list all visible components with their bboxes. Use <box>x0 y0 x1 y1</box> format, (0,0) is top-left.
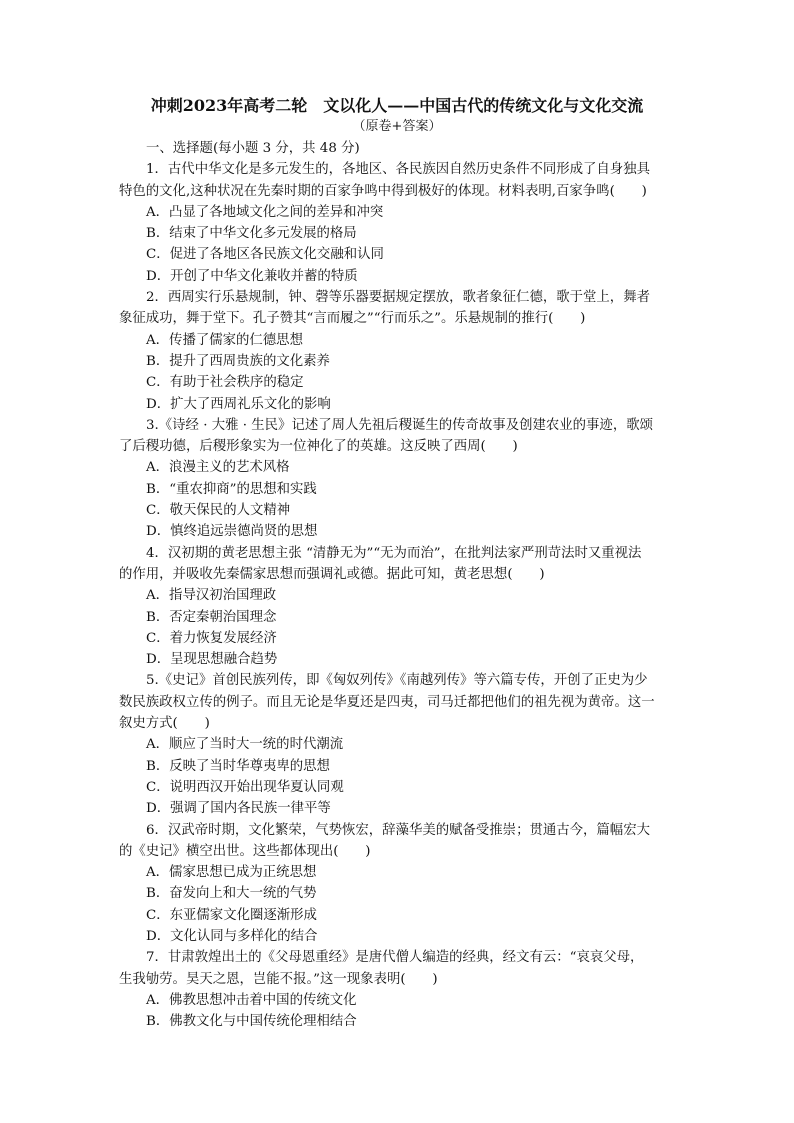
answer-option: D．呈现思想融合趋势 <box>146 652 278 668</box>
page-title: 冲刺2023年高考二轮 文以化人——中国古代的传统文化与文化交流 <box>150 96 644 115</box>
answer-option: B．佛教文化与中国传统伦理相结合 <box>146 1014 357 1030</box>
question-6 <box>119 820 675 948</box>
question-stem-line: 数民族政权立传的例子。而且无论是华夏还是四夷，司马迁都把他们的祖先视为黄帝。这一 <box>119 694 655 710</box>
question-stem-line: 3.《诗经 · 大雅 · 生民》记述了周人先祖后稷诞生的传奇故事及创建农业的事迹，歌颂 <box>146 417 653 433</box>
answer-option: C．说明西汉开始出现华夏认同观 <box>146 779 344 795</box>
answer-option: D．扩大了西周礼乐文化的影响 <box>146 396 331 412</box>
question-5 <box>119 670 675 819</box>
answer-option: B．反映了当时华尊夷卑的思想 <box>146 758 330 774</box>
question-stem-line: 叙史方式( ) <box>119 716 210 732</box>
question-stem-line: 生我劬劳。昊天之恩，岂能不报。”这一现象表明( ) <box>119 971 438 987</box>
answer-option: A．传播了儒家的仁德思想 <box>146 332 303 348</box>
question-stem-line: 了后稷功德，后稷形象实为一位神化了的英雄。这反映了西周( ) <box>119 439 518 455</box>
question-stem-line: 特色的文化,这种状况在先秦时期的百家争鸣中得到极好的体现。材料表明,百家争鸣( ) <box>119 183 647 199</box>
question-7 <box>119 947 675 1032</box>
answer-option: B．否定秦朝治国理念 <box>146 609 277 625</box>
answer-option: B．“重农抑商”的思想和实践 <box>146 481 317 497</box>
section-heading: 一、选择题(每小题 3 分，共 48 分) <box>146 141 360 156</box>
question-list <box>119 159 675 1032</box>
answer-option: C．促进了各地区各民族文化交融和认同 <box>146 247 384 263</box>
question-stem-line: 2．西周实行乐悬规制，钟、磬等乐器要据规定摆放，歌者象征仁德，歌于堂上，舞者 <box>146 290 650 306</box>
answer-option: D．慎终追远崇德尚贤的思想 <box>146 524 318 540</box>
question-stem-line: 5.《史记》首创民族列传，即《匈奴列传》《南越列传》等六篇专传，开创了正史为少 <box>146 673 648 689</box>
answer-option: C．东亚儒家文化圈逐渐形成 <box>146 907 317 923</box>
question-stem-line: 6．汉武帝时期，文化繁荣，气势恢宏，辞藻华美的赋备受推崇；贯通古今，篇幅宏大 <box>146 822 650 838</box>
question-4 <box>119 543 675 671</box>
question-stem-line: 的《史记》横空出世。这些都体现出( ) <box>119 843 371 859</box>
question-stem-line: 1．古代中华文化是多元发生的，各地区、各民族因自然历史条件不同形成了自身独具 <box>146 162 650 178</box>
answer-option: A．凸显了各地域文化之间的差异和冲突 <box>146 204 384 220</box>
question-2 <box>119 287 675 415</box>
answer-option: A．浪漫主义的艺术风格 <box>146 460 290 476</box>
question-stem-line: 7．甘肃敦煌出土的《父母恩重经》是唐代僧人编造的经典，经文有云：“哀哀父母， <box>146 950 644 966</box>
question-1 <box>119 159 675 287</box>
answer-option: D．文化认同与多样化的结合 <box>146 928 318 944</box>
answer-option: C．有助于社会秩序的稳定 <box>146 375 304 391</box>
question-stem-line: 象征成功，舞于堂下。孔子赞其“言而履之”“行而乐之”。乐悬规制的推行( ) <box>119 311 586 327</box>
question-stem-line: 4．汉初期的黄老思想主张 “清静无为”“无为而治”，在批判法家严刑苛法时又重视法 <box>146 545 642 561</box>
answer-option: A．佛教思想冲击着中国的传统文化 <box>146 992 357 1008</box>
page-subtitle: （原卷+答案） <box>352 119 442 134</box>
question-3 <box>119 415 675 543</box>
answer-option: A．顺应了当时大一统的时代潮流 <box>146 737 344 753</box>
answer-option: D．开创了中华文化兼收并蓄的特质 <box>146 268 358 284</box>
answer-option: A．指导汉初治国理政 <box>146 588 277 604</box>
answer-option: C．敬天保民的人文精神 <box>146 503 291 519</box>
answer-option: D．强调了国内各民族一律平等 <box>146 801 331 817</box>
answer-option: B．结束了中华文化多元发展的格局 <box>146 226 357 242</box>
answer-option: C．着力恢复发展经济 <box>146 630 277 646</box>
answer-option: B．提升了西周贵族的文化素养 <box>146 353 330 369</box>
question-stem-line: 的作用，并吸收先秦儒家思想而强调礼或德。据此可知，黄老思想( ) <box>119 566 545 582</box>
answer-option: B．奋发向上和大一统的气势 <box>146 886 317 902</box>
answer-option: A．儒家思想已成为正统思想 <box>146 865 317 881</box>
document-body <box>119 138 675 1032</box>
